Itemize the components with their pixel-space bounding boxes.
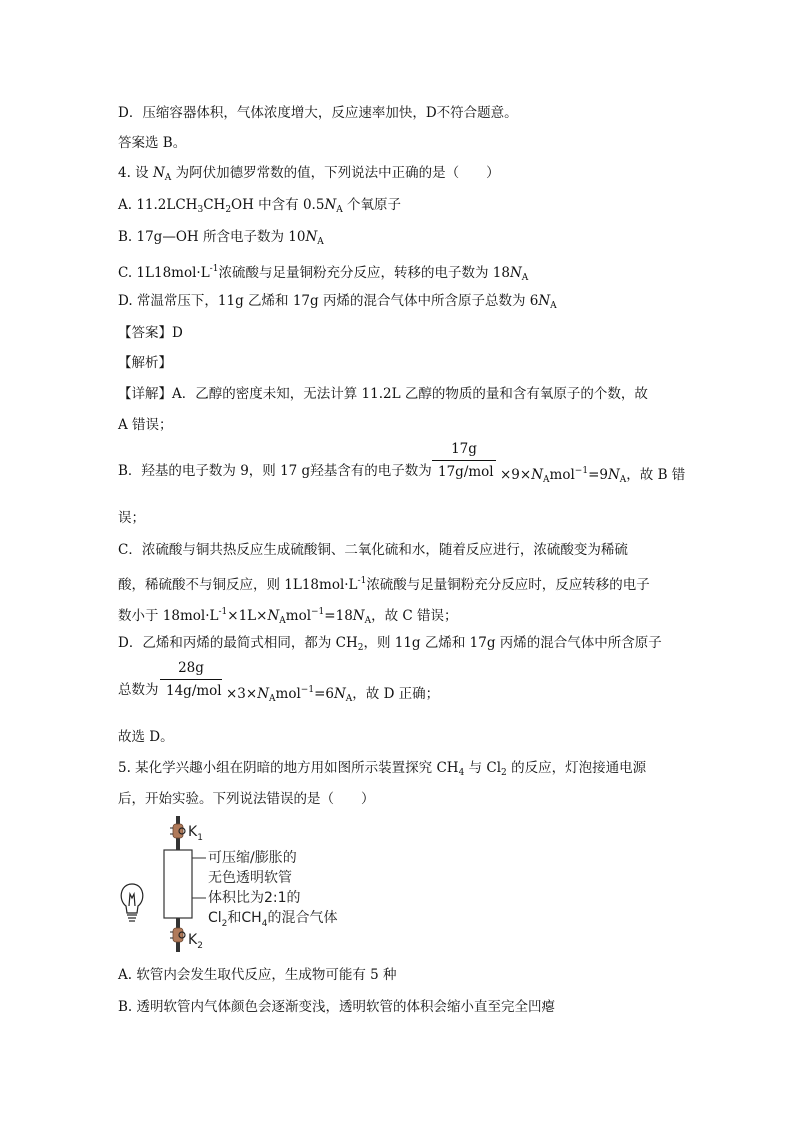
tube-label-line-1: 可压缩/膨胀的 (208, 850, 297, 866)
prev-answer: 答案选 B。 (118, 135, 187, 151)
q5-stem-line-2: 后，开始实验。下列说法错误的是（ ） (118, 791, 375, 807)
q4-option-b: B. 17g—OH 所含电子数为 $10N_A$ (118, 229, 324, 247)
q4-c-line-3: 数小于 $18mol\cdot L^{-1}\times 1L\times N_Amol^{-1}=18N_A$，故 C 错误； (118, 607, 458, 626)
q4-b-prefix: B．羟基的电子数为 9，则 17 g羟基含有的电子数为 (118, 463, 432, 479)
fraction-numerator: 28g (178, 660, 204, 676)
k2-label: $K_2$ (188, 932, 203, 951)
fraction-denominator: 14g/mol (166, 683, 222, 699)
q4-option-a: A. $11.2LCH_3CH_2OH$ 中含有 $0.5N_A$ 个氧原子 (118, 197, 402, 215)
fraction-bar (160, 679, 222, 680)
q5-stem-line-1: 5. 某化学兴趣小组在阴暗的地方用如图所示装置探究 $CH_4$ 与 $Cl_2$ 的反应，灯泡接通电源 (118, 760, 647, 778)
q4-c-line-2: 酸，稀硫酸不与铜反应，则 $1L18mol\cdot L^{-1}$浓硫酸与足量铜粉充分反应时，反应转移的电子 (118, 576, 650, 593)
q4-c-line-1: C．浓硫酸与铜共热反应生成硫酸铜、二氧化硫和水，随着反应进行，浓硫酸变为稀硫 (118, 542, 628, 558)
q5-option-a: A. 软管内会发生取代反应，生成物可能有 5 种 (118, 967, 397, 983)
q5-option-b: B. 透明软管内气体颜色会逐渐变浅，透明软管的体积会缩小直至完全凹瘪 (118, 999, 556, 1015)
q4-detail-line-1: 【详解】A．乙醇的密度未知，无法计算 11.2L 乙醇的物质的量和含有氧原子的个数，故 (118, 386, 648, 402)
top-valve-k1 (170, 816, 203, 850)
q4-b-suffix: $\times 9\times N_Amol^{-1}=9N_A$，故 B 错 (500, 466, 686, 485)
q4-d-suffix: $\times 3\times N_Amol^{-1}=6N_A$，故 D 正确； (226, 685, 440, 704)
q4-analysis-label: 【解析】 (118, 355, 172, 371)
gas-label-line-1: 体积比为2:1的 (208, 890, 301, 906)
gas-label-line-2: $Cl_2$和$CH_4$的混合气体 (208, 910, 338, 929)
fraction-numerator: 17g (451, 441, 477, 457)
prev-option-d: D．压缩容器体积，气体浓度增大，反应速率加快，D不符合题意。 (118, 105, 518, 121)
q4-answer: 【答案】D (118, 325, 183, 341)
fraction-bar (432, 460, 496, 461)
fraction-denominator: 17g/mol (438, 464, 494, 480)
q4-conclusion: 故选 D。 (118, 729, 174, 745)
soft-tube (164, 850, 192, 918)
tube-label-line-2: 无色透明软管 (208, 870, 292, 886)
q4-b-fraction (432, 440, 496, 481)
q4-d-prefix: 总数为 (118, 682, 159, 698)
q4-stem: 4. 设 $N_A$ 为阿伏加德罗常数的值，下列说法中正确的是（ ） (118, 165, 500, 183)
k1-label: $K_1$ (188, 824, 203, 843)
q4-detail-line-2: A 错误； (118, 417, 173, 433)
q4-option-d: D. 常温常压下，11g 乙烯和 17g 丙烯的混合气体中所含原子总数为 $6N_A$ (118, 293, 557, 311)
q4-d-fraction (160, 659, 222, 700)
apparatus-figure (110, 814, 370, 954)
q4-b-continued: 误； (118, 510, 145, 526)
bottom-valve-k2 (170, 918, 203, 952)
q4-d-line-1: D．乙烯和丙烯的最简式相同，都为 $CH_2$，则 11g 乙烯和 17g 丙烯的混合气体中所含原子 (118, 635, 662, 653)
light-bulb-icon (121, 884, 143, 921)
q4-option-c: C. $1L18mol\cdot L^{-1}$浓硫酸与足量铜粉充分反应，转移的电子数为 $18N_A$ (118, 264, 529, 283)
